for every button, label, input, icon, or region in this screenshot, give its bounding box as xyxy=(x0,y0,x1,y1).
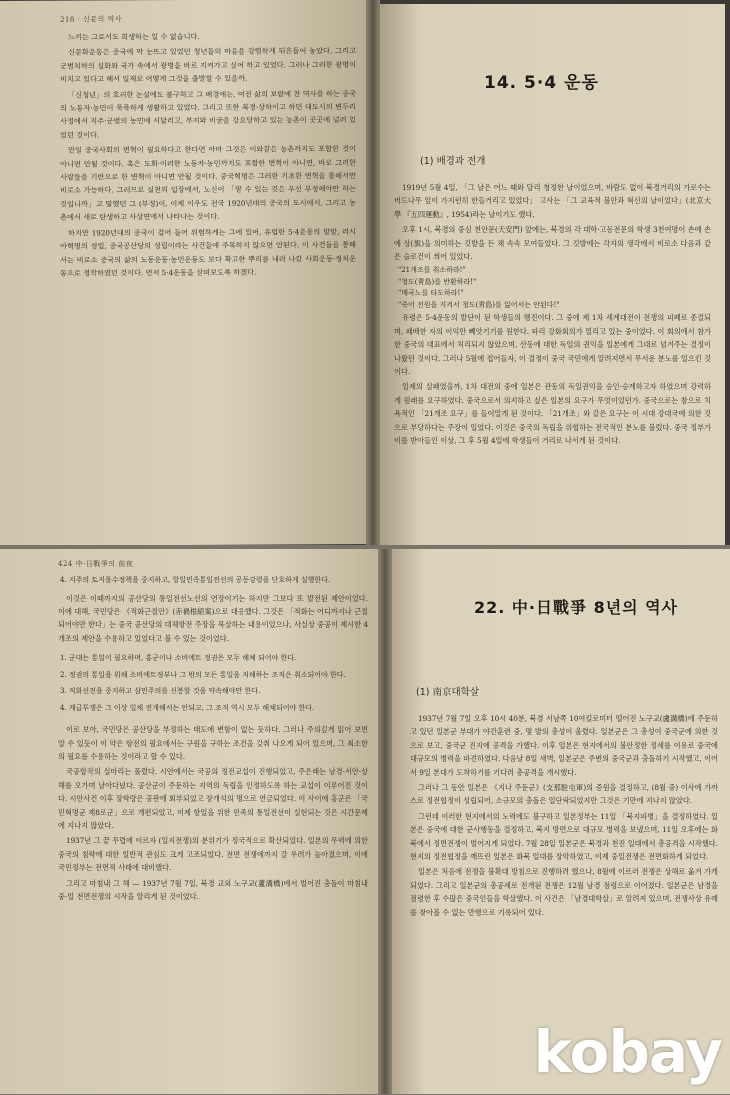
body-paragraph: 일제의 실패였을까, 1차 대전의 중에 일본은 관동의 독일권익을 승인·승계하고자 하였으며 강력하게 원래를 요구하였다. 중국으로서 의지하고 싶은 일본의 요구가 무엇이었던가. 중국으로는 참으로 치욕적인 「21개조 요구」를 들이밀게 된 것이다. 「21개조」와 같은 요구는 이 시대 강대국에 의한 것으로 부당하다는 주장이 일었다. 이것은 중국의 독립을 위협하는 전국적인 분노를 불렀다. 중국 정부가 이를 받아들인 이상, 그 후 5월 4일에 학생들이 거리로 나서게 된 것이다. xyxy=(394,382,711,446)
body-paragraph: 만일 중국사회의 변혁이 필요하다고 한다면 아마 그것은 이와같은 농촌까지도 포함한 것이 아니면 안될 것이다. 혹은 도회·이러한 노동자·농민까지도 포함한 변혁이 아니면, 바로 그러한 사람들을 기반으로 한 변혁이 아니면 안될 것이다. 중국혁명은 그러한 기초한 변혁을 통해서만 비로소 가능하다. 그러므로 실천의 입장에서, 노신이 「말 수 있는 것은 우선 부정해야만 하는 것입니까」고 말했던 그 (부정)이, 이제 이우도 전국 1920년대의 중국의 도시에서, 그리고 농촌에서 새로 탄생하고 사상면에서 나타나는 것이다. xyxy=(60,144,356,222)
slogan-line: "21개조를 취소하라!" xyxy=(398,266,466,275)
top-page-spread-photo xyxy=(0,0,730,545)
slogan-line: "죽어 전원을 지켜서 청도(靑島)를 잃어서는 안된다!" xyxy=(398,300,560,309)
body-paragraph: 유령은 5·4운동의 발단이 된 학생들의 행진이다. 그 중에 제 1차 세계대전이 전쟁의 피폐로 종결되며, 패배한 자의 이익만 빼앗기기를 원한다. 파리 강화회의가 열리고 있는 중이었다. 이 회의에서 참가한 중국의 대표에서 처리되지 않았으며, 산동에 대한 독일의 권익을 일본에게 그대로 넘겨주는 결정이 나왔던 것이다. 그러나 5월에 접어들자, 이 결정이 중국 국민에게 알려지면서 무서운 분노를 일으킨 것이다. xyxy=(394,313,711,377)
list-item: 4. 계급투쟁은 그 이상 일체 전개해서는 안되고, 그 조직 역시 모두 해체되어야 한다. xyxy=(60,703,315,712)
list-item: 2. 정권의 통일을 위해 소비에트정부나 그 밖의 모든 통일을 저해하는 조직은 취소되어야 한다. xyxy=(60,670,346,679)
body-paragraph: 「신청년」의 호리한 논설에도 불구하고 그 배경에는, 여전 삶의 보람에 찬 역사를 하는 중국의 노동자·농민이 묵묵하게 생활하고 있었다. 그리고 또한 북경·상하이고 하던 대도시의 변두리 사정에서 지주·군벌의 농민에 시달리고, 부지와 비굴을 강요당하고 있는 농촌이 곳곳에 널려 있었던 것이다. xyxy=(60,88,356,140)
book-gutter xyxy=(366,0,380,545)
section-heading: (1) 南京대학살 xyxy=(416,687,480,698)
body-paragraph: 국공합작의 실마리는 풀렸다. 시안에서는 국공의 정전교섭이 진행되었고, 주은래는 남경·서안·상해를 오가며 날아다녔다. 공산군이 주둔하는 지역의 독립을 인정하도록 하는 교섭이 이루어진 것이다. 시안사건 이후 장학량은 공판에 회부되었고 장개석의 명으로 연금되었다. 이 사이에 홍군은 「국민혁명군 제8로군」으로 개편되었고, 이제 항일을 위한 민족의 통일전선이 실현되는 것은 시간문제에 지나지 않았다. xyxy=(58,767,368,830)
chapter-title: 22. 中·日戰爭 8년의 역사 xyxy=(474,598,679,617)
bottom-right-page xyxy=(392,549,730,1094)
top-right-page xyxy=(380,4,725,545)
body-paragraph: 그런데 이러한 현지에서의 노력에도 불구하고 일본정부는 11일 「북지파병」을 결정하였다. 일본은 중국에 대한 군사행동을 결정하고, 북지 방면으로 대규모 병력을 보냈으며, 11일 오후에는 화북에서 정면전쟁이 벌어지게 되었다. 7월 28일 일본군은 북경과 천진 일대에서 총공격을 시작했다. 현지의 정전협정을 깨뜨린 일본은 화북 일대를 장악하였고, 이제 중일전쟁은 전면화하게 되었다. xyxy=(410,811,718,862)
body-paragraph: 이로 보아, 국민당은 공산당을 부정하는 태도에 변함이 없는 듯하다. 그러나 주의깊게 읽어 보면 알 수 있듯이 이 약은 항전의 필요에서는 구원을 구하는 조건을 갖춰 나오게 되어 있으며, 그 최소한의 필요를 수용하는 것이라고 할 수 있다. xyxy=(58,725,368,761)
bottom-page-spread-photo xyxy=(0,549,730,1094)
body-paragraph: 1919년 5월 4일, 「그 날은 어느 때와 달리 청정한 날이었으며, 바람도 없이 북경거리의 가로수는 버드나무 잎이 가지런히 한들거리고 있었다」 고사는 「그 교육적 불안과 혁신의 날이었다」(北京大學 『五四運動』, 1954)라는 날이기도 했다. xyxy=(394,183,711,219)
body-paragraph: 하지만 1920년대의 중국이 걸어 들어 위험하게는 그에 있어, 유럽한 5·4운동의 발발, 러시아혁명의 성립, 중국공산당의 성립이라는 사건들에 주목하지 않으면 안된다. 이 사건들을 통해서는 비로소 중국의 삶의 노동운동·농민운동도 보다 확고한 뿌리를 내려 나갈 사회운동·정치운동으로 정착하였던 것이다. 먼저 5·4운동을 살펴보도록 하겠다. xyxy=(60,226,356,278)
running-header: 424 中·日戰爭의 前夜 xyxy=(58,560,134,568)
kobay-watermark-logo: kobay xyxy=(533,1018,722,1086)
body-paragraph: 그러나 그 동안 일본은 《지나 주둔군》(支那駐屯軍)의 증원을 결정하고, (8월 중) 이사에 가까스로 정전협정이 성립되어, 소규모의 충돌은 일단락되었지만 그것은 기만에 지나지 않았다. xyxy=(410,783,718,806)
list-item: 3. 적화선전을 중지하고 삼민주의를 신봉할 것을 약속해야만 한다. xyxy=(60,687,261,696)
running-header: 218 · 신문의 역사 xyxy=(60,15,123,24)
body-paragraph: 1937년 그 끝 무렵에 이르자 (일지전쟁)의 분위기가 정국적으로 확산되었다. 일본의 무력에 의한 중국의 침략에 대한 일반적 관심도 크게 고조되었다. 전면 전쟁에까지 갈 우려가 높아졌으며, 이에 국민정부는 전면적 사태에 대비했다. xyxy=(58,836,368,873)
slogan-line: "청도(靑島)를 반환하라!" xyxy=(398,277,477,286)
body-paragraph: 느끼는 그로서도 희생하는 일 수 없습니다. xyxy=(68,31,200,42)
chapter-title: 14. 5·4 운동 xyxy=(484,73,599,93)
body-paragraph: 오후 1시, 북경의 중심 천안문(天安門) 앞에는, 북경의 각 대학·고등전문의 학생 3천여명이 손에 손에 삼(旗)을 의미하는 깃발을 든 채 속속 모여들었다. 그 깃발에는 각자의 생각에서 비로소 다음과 같은 슬로건이 씌어 있었다. xyxy=(394,225,711,262)
body-paragraph: 신문화운동은 중국에 막 눈뜨고 있었던 청년들의 마음을 강렬하게 뒤흔들어 놓았다. 그리고 군벌치하의 심화와 국가 속에서 광명을 바로 지켜가고 싶어 하고 있었다. 그러나 그러한 광명이 비치고 있다고 해서 일제로 어떻게 그것을 출발할 수 있을까. xyxy=(60,46,356,84)
bottom-left-page xyxy=(0,549,380,1094)
book-gutter xyxy=(378,549,392,1094)
body-paragraph: 그리고 마침내 그 해 — 1937년 7월 7일, 북경 교외 노구교(蘆溝橋)에서 벌어진 충돌이 마침내 중·일 전면전쟁의 시작을 알리게 된 것이었다. xyxy=(58,878,368,901)
body-paragraph: 이것은 이때까지의 공산당의 통일전선노선의 연장이기는 하지만 그보다 또 발전된 제안이었다. 이에 대해, 국민당은 《적화근절안》(赤禍根絕案)으로 대응했다. 그것은 「적화는 어디까지나 근절되어야만 한다」는 중국 공산당의 대체항전 주장을 묵살하는 내용이었으나, 사실상 중공이 제시한 4개조의 제안을 수용하고 있었다고 볼 수 있는 것이었다. xyxy=(58,593,368,643)
top-left-page xyxy=(0,0,368,545)
body-paragraph: 일본은 처음에 전쟁을 불확대 방침으로 진행하려 했으나, 8월에 이르러 전쟁은 상해로 옮겨 가게 되었다. 그리고 일본군의 총공세로 전개된 전쟁은 12월 남경 점령으로 이어졌다. 일본군은 남경을 점령한 후 수많은 중국인들을 학살했다. 이 사건은 「남경대학살」로 알려져 있으며, 전쟁사상 유례를 찾아볼 수 없는 만행으로 기록되어 있다. xyxy=(410,867,718,917)
body-paragraph: 1937년 7월 7일 오후 10시 40분, 북경 서남쪽 10여킬로미터 떨어진 노구교(盧溝橋)에 주둔하고 있던 일본군 부대가 야간훈련 중, 몇 발의 총성이 울렸다. 일본군은 그 총성이 중국군에 의한 것으로 보고, 중국군 진지에 공격을 가했다. 이후 일본은 현지에서의 불안정한 정세를 이유로 중국에 대규모의 병력을 파견하였다. 다음날 8일 새벽, 일본군은 주변의 중국군과 충돌하기 시작했고, 이어서 9일 본대가 도착하기를 기다려 총공격을 개시했다. xyxy=(410,714,718,777)
list-item: 4. 지주의 토지몰수정책을 중지하고, 항일민족통일전선의 공동강령을 단호하게 실행한다. xyxy=(60,576,331,584)
section-heading: (1) 배경과 전개 xyxy=(420,156,486,167)
slogan-line: "매국노를 타도하라!" xyxy=(398,289,464,298)
list-item: 1. 군대는 통일이 필요하며, 홍군이나 소비에트 정권은 모두 해체 되어야 한다. xyxy=(60,654,297,663)
